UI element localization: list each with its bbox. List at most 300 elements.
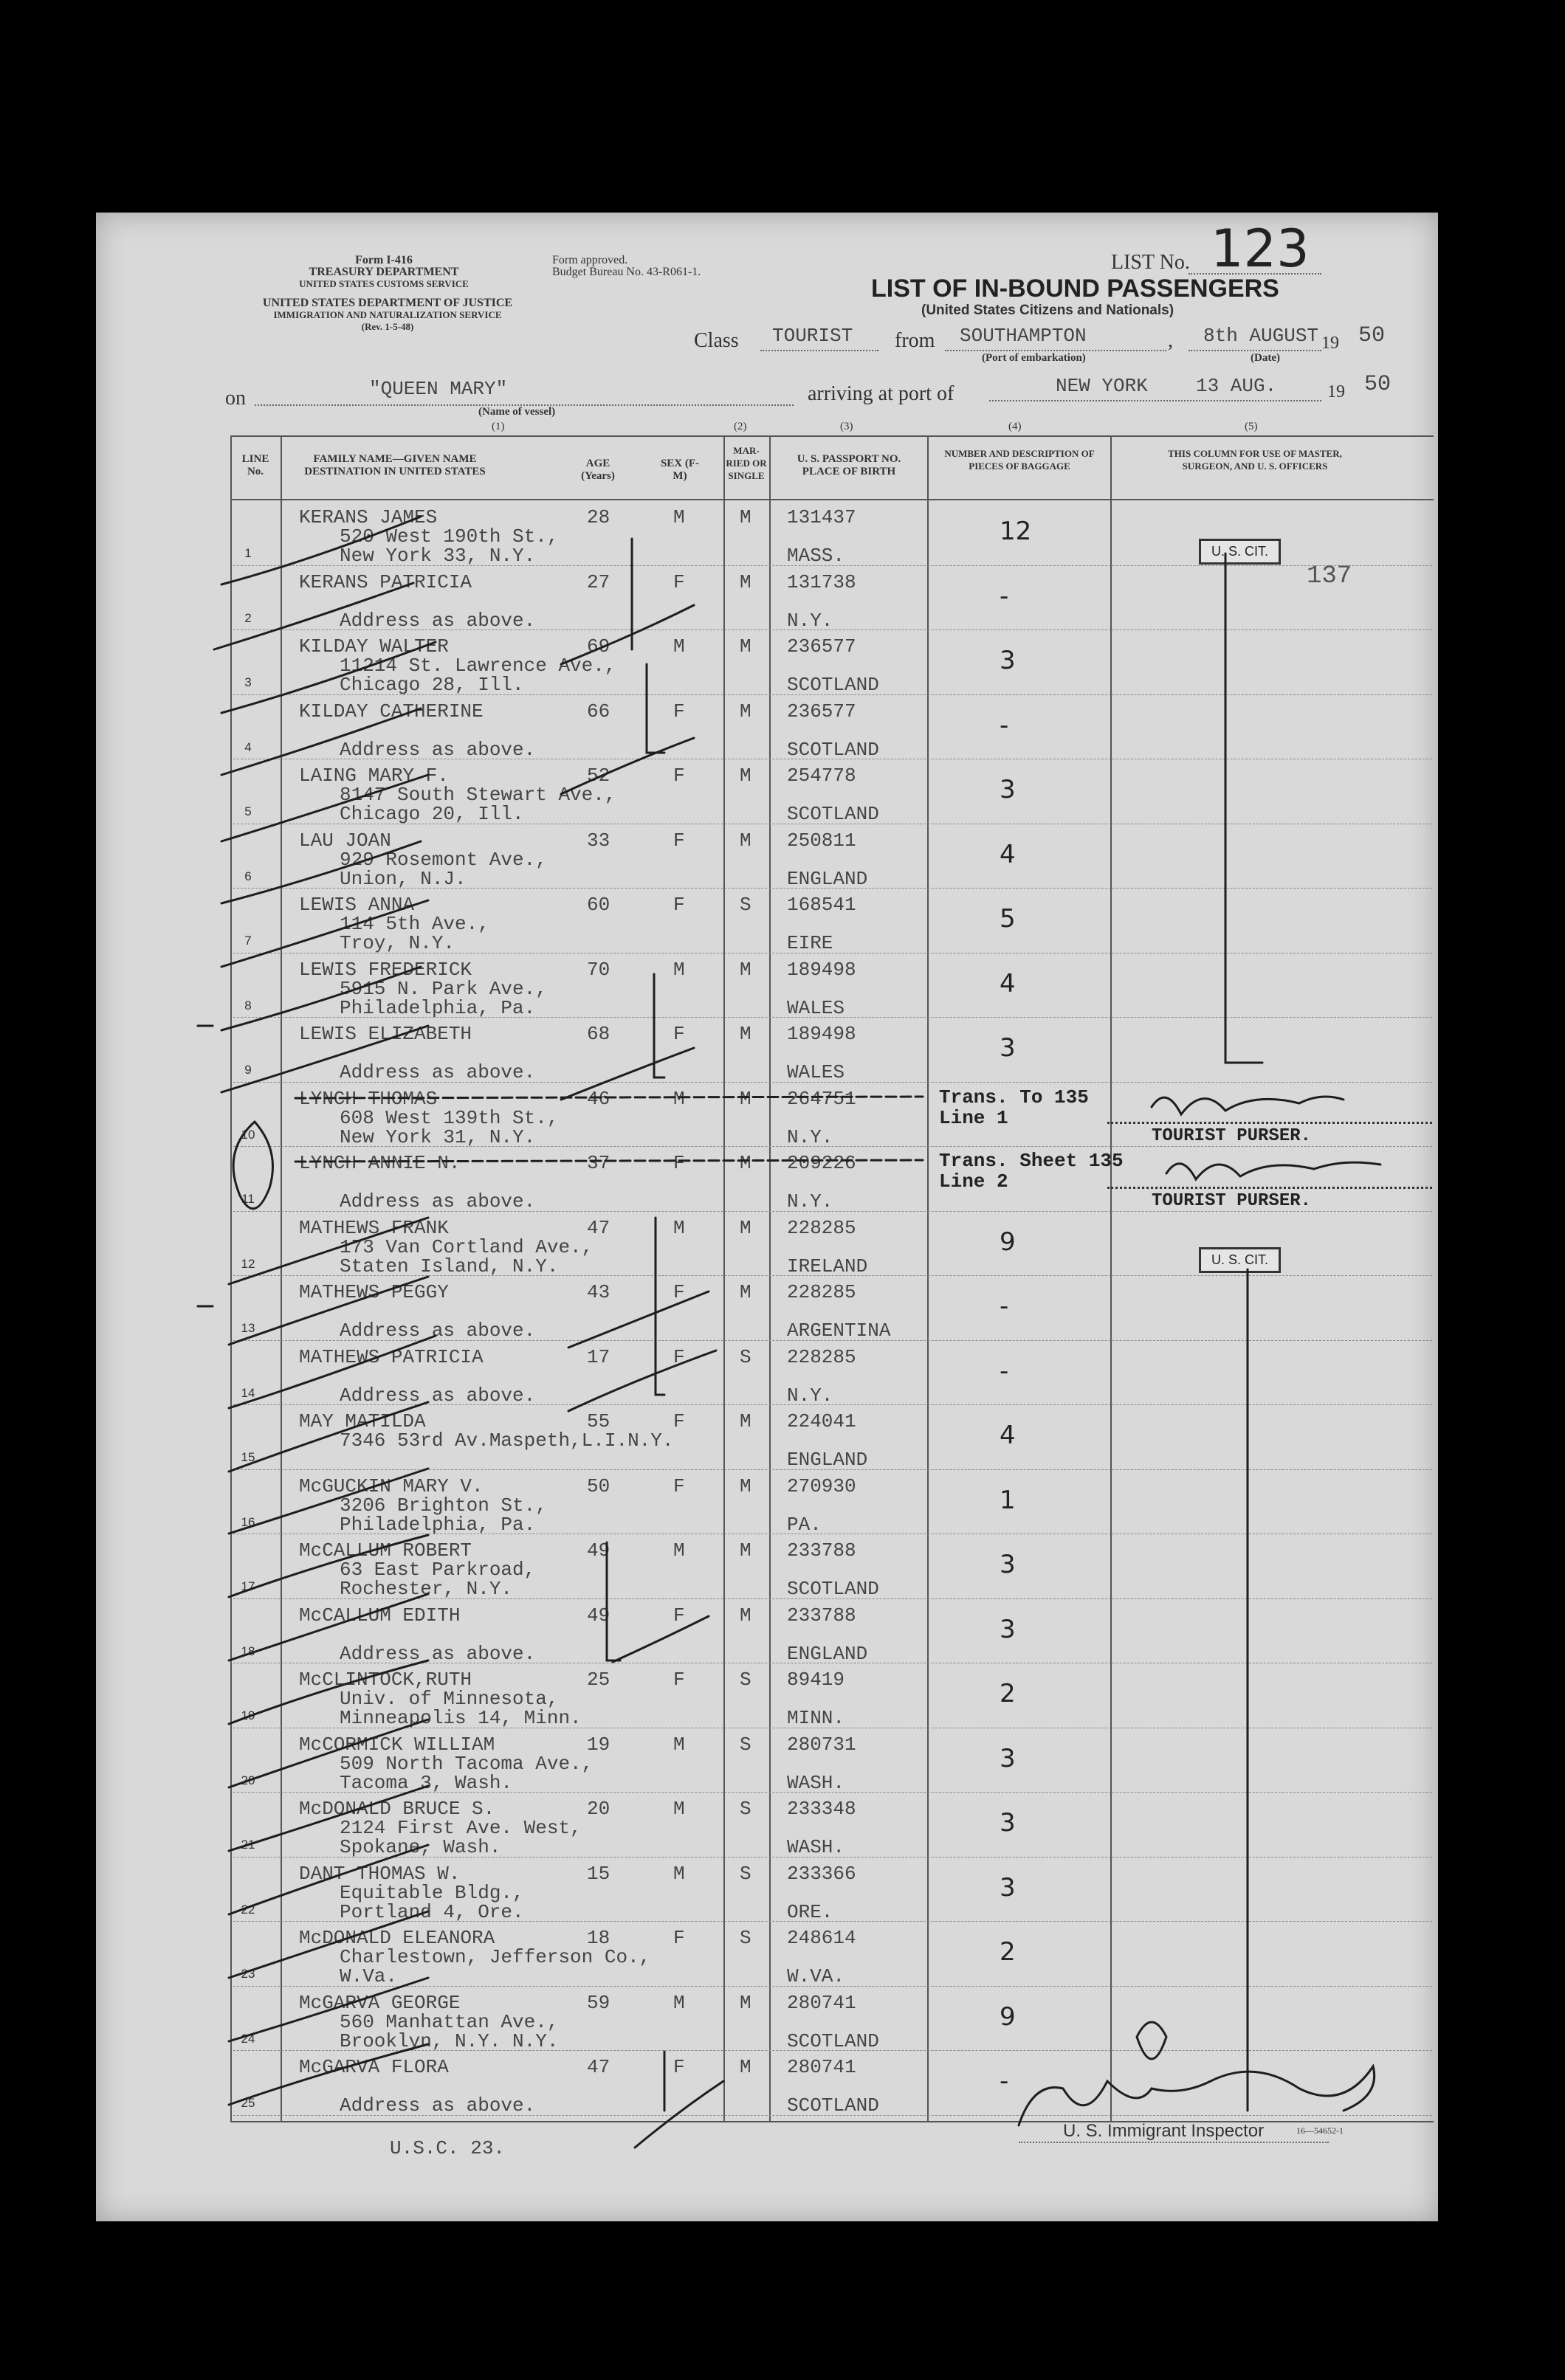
- passport-number: 233788: [787, 1539, 856, 1562]
- col-number-4: (4): [1008, 421, 1022, 432]
- place-of-birth: N.Y.: [787, 609, 833, 632]
- address-line-1: Univ. of Minnesota,: [340, 1688, 559, 1710]
- check-mark: [221, 1026, 428, 1092]
- address-line-1: 509 North Tacoma Ave.,: [340, 1752, 594, 1775]
- sex: F: [673, 2056, 685, 2078]
- passenger-name: LEWIS FREDERICK: [299, 958, 472, 981]
- check-mark: [229, 1660, 428, 1724]
- class-value: TOURIST: [772, 325, 853, 347]
- sex: F: [673, 1345, 685, 1368]
- marital-status: M: [740, 1410, 751, 1432]
- check-mark: [221, 900, 428, 967]
- port-embark-label: (Port of embarkation): [982, 352, 1086, 364]
- address-line-2: Minneapolis 14, Minn.: [340, 1707, 582, 1729]
- passport-number: 168541: [787, 894, 856, 916]
- passport-number: 228285: [787, 1281, 856, 1303]
- passport-number: 209226: [787, 1152, 856, 1174]
- baggage-count: 4: [1000, 1421, 1016, 1450]
- family-slash: [635, 2081, 723, 2148]
- place-of-birth: SCOTLAND: [787, 2094, 879, 2117]
- sex: M: [673, 1539, 685, 1562]
- age: 15: [587, 1862, 610, 1885]
- address-line-1: 560 Manhattan Ave.,: [340, 2010, 559, 2033]
- address-line-2: Address as above.: [340, 1384, 536, 1407]
- line-number: 24: [241, 2031, 255, 2046]
- form-approved: Form approved.: [552, 254, 628, 266]
- arriving-label: arriving at port of: [808, 382, 955, 405]
- sex: F: [673, 1669, 685, 1691]
- baggage-count: 3: [1000, 1033, 1016, 1063]
- family-slash: [568, 1291, 709, 1348]
- strike-line: [295, 1097, 923, 1098]
- passenger-name: McDONALD BRUCE S.: [299, 1798, 495, 1820]
- address-line-1: Equitable Bldg.,: [340, 1881, 524, 1904]
- line-number: 17: [241, 1579, 255, 1593]
- address-line-2: Spokane, Wash.: [340, 1836, 501, 1858]
- circle-annotation: [233, 1122, 272, 1209]
- baggage-count: 3: [1000, 646, 1016, 675]
- address-line-1: 114 5th Ave.,: [340, 913, 489, 935]
- line-number: 16: [241, 1514, 255, 1529]
- passenger-name: KILDAY CATHERINE: [299, 700, 484, 722]
- rev-label: (Rev. 1-5-48): [361, 321, 414, 332]
- passport-number: 254778: [787, 765, 856, 787]
- passenger-name: KERANS PATRICIA: [299, 570, 472, 593]
- passport-number: 270930: [787, 1474, 856, 1497]
- passenger-name: McGUCKIN MARY V.: [299, 1474, 484, 1497]
- passenger-name: LYNCH ANNIE N.: [299, 1152, 461, 1174]
- baggage-count: 3: [1000, 775, 1016, 804]
- marital-status: M: [740, 1023, 751, 1045]
- transfer-note-1a: Trans. To 135: [939, 1086, 1089, 1108]
- header-name: FAMILY NAME—GIVEN NAME DESTINATION IN UNITED STATES: [304, 453, 486, 477]
- us-cit-stamp: U. S. CIT.: [1199, 1247, 1281, 1273]
- age: 28: [587, 506, 610, 528]
- place-of-birth: SCOTLAND: [787, 738, 879, 761]
- line-number: 8: [244, 998, 252, 1013]
- address-line-2: Address as above.: [340, 609, 536, 632]
- baggage-count: 3: [1000, 1872, 1016, 1903]
- inspector-signature: [1137, 2022, 1166, 2059]
- passenger-name: LAU JOAN: [299, 829, 391, 852]
- address-line-2: Troy, N.Y.: [340, 932, 455, 954]
- address-line-2: Address as above.: [340, 1320, 536, 1342]
- marital-status: M: [740, 570, 751, 593]
- address-line-2: Rochester, N.Y.: [340, 1578, 513, 1600]
- family-bracket: [607, 1542, 620, 1660]
- baggage-count: 12: [1000, 517, 1032, 546]
- check-mark: [221, 517, 421, 584]
- family-slash: [561, 605, 694, 664]
- address-line-1: 8147 South Stewart Ave.,: [340, 784, 616, 806]
- marital-status: S: [740, 894, 751, 916]
- line-number: 25: [241, 2096, 255, 2110]
- col-number-1: (1): [492, 421, 505, 432]
- address-line-2: Tacoma 3, Wash.: [340, 1771, 513, 1794]
- family-slash: [613, 1616, 709, 1662]
- sex: F: [673, 700, 685, 722]
- treasury-label: TREASURY DEPARTMENT: [309, 266, 459, 278]
- passenger-name: McCLINTOCK,RUTH: [299, 1669, 472, 1691]
- place-of-birth: SCOTLAND: [787, 674, 879, 696]
- marital-status: M: [740, 635, 751, 658]
- passenger-name: KERANS JAMES: [299, 506, 438, 528]
- date-label: (Date): [1251, 352, 1280, 364]
- sex: M: [673, 1087, 685, 1110]
- sex: M: [673, 506, 685, 528]
- place-of-birth: EIRE: [787, 932, 833, 954]
- sex: F: [673, 1152, 685, 1174]
- family-bracket: [647, 664, 664, 753]
- transfer-note-2b: Line 2: [939, 1170, 1008, 1193]
- place-of-birth: MINN.: [787, 1707, 845, 1729]
- place-of-birth: W.VA.: [787, 1965, 845, 1987]
- sex: M: [673, 1862, 685, 1885]
- age: 47: [587, 1216, 610, 1239]
- check-mark: [221, 708, 421, 775]
- address-line-1: 7346 53rd Av.Maspeth,L.I.N.Y.: [340, 1429, 674, 1452]
- arrival-year: 50: [1364, 372, 1392, 397]
- address-line-1: 3206 Brighton St.,: [340, 1494, 547, 1517]
- age: 69: [587, 635, 610, 658]
- age: 49: [587, 1604, 610, 1627]
- arrival-year-prefix: 19: [1327, 382, 1345, 401]
- address-line-2: Chicago 28, Ill.: [340, 674, 524, 696]
- check-mark: [221, 841, 421, 903]
- baggage-count: 3: [1000, 1808, 1016, 1838]
- check-mark: [221, 775, 428, 841]
- address-line-2: Chicago 20, Ill.: [340, 803, 524, 825]
- place-of-birth: ORE.: [787, 1900, 833, 1923]
- passenger-name: LAING MARY F.: [299, 765, 449, 787]
- line-number: 11: [241, 1192, 255, 1206]
- place-of-birth: N.Y.: [787, 1190, 833, 1213]
- check-mark: [221, 642, 436, 713]
- sex: F: [673, 829, 685, 852]
- sex: M: [673, 1798, 685, 1820]
- marital-status: S: [740, 1927, 751, 1949]
- age: 20: [587, 1798, 610, 1820]
- passenger-name: KILDAY WALTER: [299, 635, 449, 658]
- list-no-label: LIST No.: [1111, 251, 1190, 274]
- address-line-1: 929 Rosemont Ave.,: [340, 848, 547, 871]
- baggage-count: -: [1000, 1356, 1009, 1386]
- marital-status: M: [740, 506, 751, 528]
- address-line-1: 520 West 190th St.,: [340, 525, 559, 548]
- age: 43: [587, 1281, 610, 1303]
- baggage-count: 3: [1000, 1614, 1016, 1644]
- vessel-name-label: (Name of vessel): [478, 406, 556, 418]
- address-line-2: Union, N.J.: [340, 867, 467, 890]
- line-number: 20: [241, 1773, 255, 1787]
- family-slash: [568, 1351, 716, 1411]
- line-number: 12: [241, 1256, 255, 1271]
- departure-date: 8th AUGUST: [1203, 325, 1319, 347]
- header-line-no: LINE No.: [241, 453, 269, 477]
- purser-label-2: TOURIST PURSER.: [1152, 1191, 1312, 1211]
- marital-status: M: [740, 958, 751, 981]
- inspector-signature: [1019, 2066, 1375, 2125]
- check-mark: [221, 967, 421, 1030]
- passport-number: 280741: [787, 2056, 856, 2078]
- sex: F: [673, 1281, 685, 1303]
- address-line-1: 63 East Parkroad,: [340, 1559, 536, 1581]
- baggage-count: -: [1000, 1291, 1009, 1321]
- address-line-2: Brooklyn, N.Y. N.Y.: [340, 2029, 559, 2052]
- check-mark: [229, 1978, 428, 2041]
- sex: F: [673, 1927, 685, 1949]
- sex: M: [673, 958, 685, 981]
- check-mark: [229, 1720, 428, 1787]
- list-number: 123: [1211, 218, 1310, 279]
- sex: F: [673, 1410, 685, 1432]
- place-of-birth: MASS.: [787, 545, 845, 567]
- age: 18: [587, 1927, 610, 1949]
- address-line-2: New York 33, N.Y.: [340, 545, 536, 567]
- age: 46: [587, 1087, 610, 1110]
- marital-status: S: [740, 1669, 751, 1691]
- check-mark: [229, 1469, 428, 1534]
- check-mark: [229, 2044, 428, 2105]
- comma: ,: [1168, 329, 1173, 352]
- marital-status: M: [740, 2056, 751, 2078]
- address-line-1: 11214 St. Lawrence Ave.,: [340, 655, 616, 677]
- marital-status: M: [740, 1991, 751, 2014]
- passport-number: 233788: [787, 1604, 856, 1627]
- passenger-name: McGARVA FLORA: [299, 2056, 449, 2078]
- address-line-2: Address as above.: [340, 1061, 536, 1083]
- line-number: 1: [244, 546, 252, 560]
- transfer-note-1b: Line 1: [939, 1107, 1008, 1129]
- line-number: 3: [244, 675, 252, 689]
- col-number-2: (2): [734, 421, 747, 432]
- check-mark: [229, 1911, 428, 1978]
- check-mark: [229, 1277, 428, 1345]
- baggage-count: 5: [1000, 904, 1016, 934]
- line-number: 7: [244, 934, 252, 948]
- purser-label-1: TOURIST PURSER.: [1152, 1126, 1312, 1146]
- header-officers: THIS COLUMN FOR USE OF MASTER, SURGEON, AND U. S. OFFICERS: [1168, 448, 1342, 472]
- passenger-name: McCORMICK WILLIAM: [299, 1733, 495, 1756]
- address-line-2: Address as above.: [340, 1642, 536, 1665]
- print-code: 16—54652-1: [1296, 2125, 1344, 2136]
- check-mark: [229, 1535, 428, 1597]
- sex: F: [673, 765, 685, 787]
- from-value: SOUTHAMPTON: [960, 325, 1087, 347]
- check-mark: [229, 1402, 428, 1472]
- purser-signature: [1166, 1162, 1380, 1179]
- place-of-birth: N.Y.: [787, 1125, 833, 1148]
- place-of-birth: SCOTLAND: [787, 1578, 879, 1600]
- date-year-prefix: 19: [1321, 334, 1339, 353]
- marital-status: S: [740, 1862, 751, 1885]
- check-mark: [229, 1845, 428, 1914]
- line-number: 4: [244, 739, 252, 754]
- age: 68: [587, 1023, 610, 1045]
- marital-status: M: [740, 1152, 751, 1174]
- line-number: 19: [241, 1708, 255, 1722]
- sex: M: [673, 1216, 685, 1239]
- address-line-1: 608 West 139th St.,: [340, 1106, 559, 1129]
- footer-code: U.S.C. 23.: [390, 2137, 506, 2159]
- place-of-birth: ENGLAND: [787, 1449, 868, 1471]
- age: 49: [587, 1539, 610, 1562]
- col-number-3: (3): [840, 421, 853, 432]
- header-baggage: NUMBER AND DESCRIPTION OF PIECES OF BAGGAGE: [944, 448, 1095, 472]
- passport-number: 131738: [787, 570, 856, 593]
- address-line-1: 173 Van Cortland Ave.,: [340, 1235, 594, 1258]
- address-line-2: Address as above.: [340, 738, 536, 761]
- page-title: LIST OF IN-BOUND PASSENGERS: [871, 275, 1279, 303]
- departure-year: 50: [1358, 323, 1386, 348]
- passport-number: 189498: [787, 1023, 856, 1045]
- strike-line: [295, 1160, 923, 1162]
- marital-status: S: [740, 1733, 751, 1756]
- baggage-count: 3: [1000, 1550, 1016, 1579]
- passport-number: 248614: [787, 1927, 856, 1949]
- age: 59: [587, 1991, 610, 2014]
- baggage-count: 4: [1000, 968, 1016, 998]
- check-mark: [229, 1336, 436, 1408]
- line-number: 21: [241, 1838, 255, 1852]
- age: 70: [587, 958, 610, 981]
- family-slash: [561, 738, 694, 794]
- marital-status: M: [740, 1281, 751, 1303]
- baggage-count: -: [1000, 581, 1009, 611]
- address-line-1: 2124 First Ave. West,: [340, 1817, 582, 1839]
- address-line-2: Portland 4, Ore.: [340, 1900, 524, 1923]
- sex: F: [673, 570, 685, 593]
- line-number: 15: [241, 1450, 255, 1464]
- address-line-1: 5915 N. Park Ave.,: [340, 977, 547, 1000]
- family-bracket: [656, 1218, 664, 1395]
- passport-number: 228285: [787, 1216, 856, 1239]
- passport-number: 131437: [787, 506, 856, 528]
- family-slash: [561, 1048, 694, 1100]
- passenger-name: MATHEWS PATRICIA: [299, 1345, 484, 1368]
- age: 19: [587, 1733, 610, 1756]
- inspector-label: U. S. Immigrant Inspector: [1063, 2121, 1265, 2141]
- line-number: 18: [241, 1643, 255, 1658]
- baggage-count: -: [1000, 710, 1009, 740]
- sex: F: [673, 894, 685, 916]
- passport-number: 280741: [787, 1991, 856, 2014]
- passenger-name: LYNCH THOMAS: [299, 1087, 438, 1110]
- passenger-name: MATHEWS FRANK: [299, 1216, 449, 1239]
- customs-label: UNITED STATES CUSTOMS SERVICE: [299, 278, 469, 289]
- baggage-count: -: [1000, 2066, 1009, 2096]
- passenger-name: LEWIS ELIZABETH: [299, 1023, 472, 1045]
- passenger-name: DANT THOMAS W.: [299, 1862, 461, 1885]
- passport-number: 189498: [787, 958, 856, 981]
- marital-status: M: [740, 1216, 751, 1239]
- place-of-birth: IRELAND: [787, 1255, 868, 1277]
- age: 17: [587, 1345, 610, 1368]
- place-of-birth: SCOTLAND: [787, 803, 879, 825]
- marital-status: M: [740, 1604, 751, 1627]
- line-number: 22: [241, 1902, 255, 1917]
- check-mark: [229, 1594, 428, 1660]
- passport-number: 233348: [787, 1798, 856, 1820]
- age: 37: [587, 1152, 610, 1174]
- place-of-birth: ARGENTINA: [787, 1320, 891, 1342]
- sex: F: [673, 1023, 685, 1045]
- line-number: 14: [241, 1385, 255, 1400]
- baggage-count: 1: [1000, 1485, 1016, 1515]
- marital-status: M: [740, 700, 751, 722]
- passenger-name: McGARVA GEORGE: [299, 1991, 461, 2014]
- place-of-birth: WASH.: [787, 1771, 845, 1794]
- place-of-birth: PA.: [787, 1513, 822, 1536]
- baggage-count: 3: [1000, 1743, 1016, 1773]
- line-number: 23: [241, 1967, 255, 1981]
- line-number: 5: [244, 804, 252, 818]
- baggage-count: 4: [1000, 839, 1016, 869]
- passenger-name: MATHEWS PEGGY: [299, 1281, 449, 1303]
- justice-label: UNITED STATES DEPARTMENT OF JUSTICE: [262, 297, 513, 309]
- passport-number: 264751: [787, 1087, 856, 1110]
- baggage-count: 9: [1000, 2001, 1016, 2032]
- officer-bracket: [1225, 553, 1262, 1063]
- stray-number: 137: [1307, 562, 1352, 590]
- age: 55: [587, 1410, 610, 1432]
- address-line-1: Charlestown, Jefferson Co.,: [340, 1946, 651, 1968]
- marital-status: S: [740, 1798, 751, 1820]
- place-of-birth: SCOTLAND: [787, 2029, 879, 2052]
- place-of-birth: ENGLAND: [787, 867, 868, 890]
- marital-status: M: [740, 829, 751, 852]
- line-number: 13: [241, 1321, 255, 1335]
- address-line-2: Philadelphia, Pa.: [340, 1513, 536, 1536]
- check-mark: [214, 583, 413, 649]
- passenger-name: MAY MATILDA: [299, 1410, 426, 1432]
- sex: M: [673, 1991, 685, 2014]
- sex: M: [673, 635, 685, 658]
- address-line-2: Staten Island, N.Y.: [340, 1255, 559, 1277]
- budget-bureau: Budget Bureau No. 43-R061-1.: [552, 266, 701, 278]
- line-number: 6: [244, 869, 252, 883]
- address-line-2: Address as above.: [340, 1190, 536, 1213]
- address-line-2: W.Va.: [340, 1965, 398, 1987]
- sex: F: [673, 1604, 685, 1627]
- sex: F: [673, 1474, 685, 1497]
- address-line-2: Address as above.: [340, 2094, 536, 2117]
- form-number: Form I-416: [355, 254, 413, 266]
- passport-number: 236577: [787, 700, 856, 722]
- vessel-name: "QUEEN MARY": [369, 378, 508, 400]
- passenger-name: McCALLUM EDITH: [299, 1604, 461, 1627]
- age: 50: [587, 1474, 610, 1497]
- passport-number: 228285: [787, 1345, 856, 1368]
- page-subtitle: (United States Citizens and Nationals): [921, 303, 1174, 318]
- header-passport: U. S. PASSPORT NO. PLACE OF BIRTH: [797, 453, 901, 477]
- check-mark: [229, 1218, 428, 1284]
- place-of-birth: N.Y.: [787, 1384, 833, 1407]
- passenger-name: LEWIS ANNA: [299, 894, 415, 916]
- header-sex: SEX (F-M): [660, 458, 700, 482]
- age: 33: [587, 829, 610, 852]
- line-number: 10: [241, 1127, 255, 1142]
- check-mark: [229, 1786, 428, 1851]
- age: 25: [587, 1669, 610, 1691]
- place-of-birth: ENGLAND: [787, 1642, 868, 1665]
- place-of-birth: WALES: [787, 996, 845, 1019]
- passport-number: 224041: [787, 1410, 856, 1432]
- baggage-count: 2: [1000, 1679, 1016, 1708]
- passport-number: 233366: [787, 1862, 856, 1885]
- place-of-birth: WASH.: [787, 1836, 845, 1858]
- marital-status: M: [740, 1474, 751, 1497]
